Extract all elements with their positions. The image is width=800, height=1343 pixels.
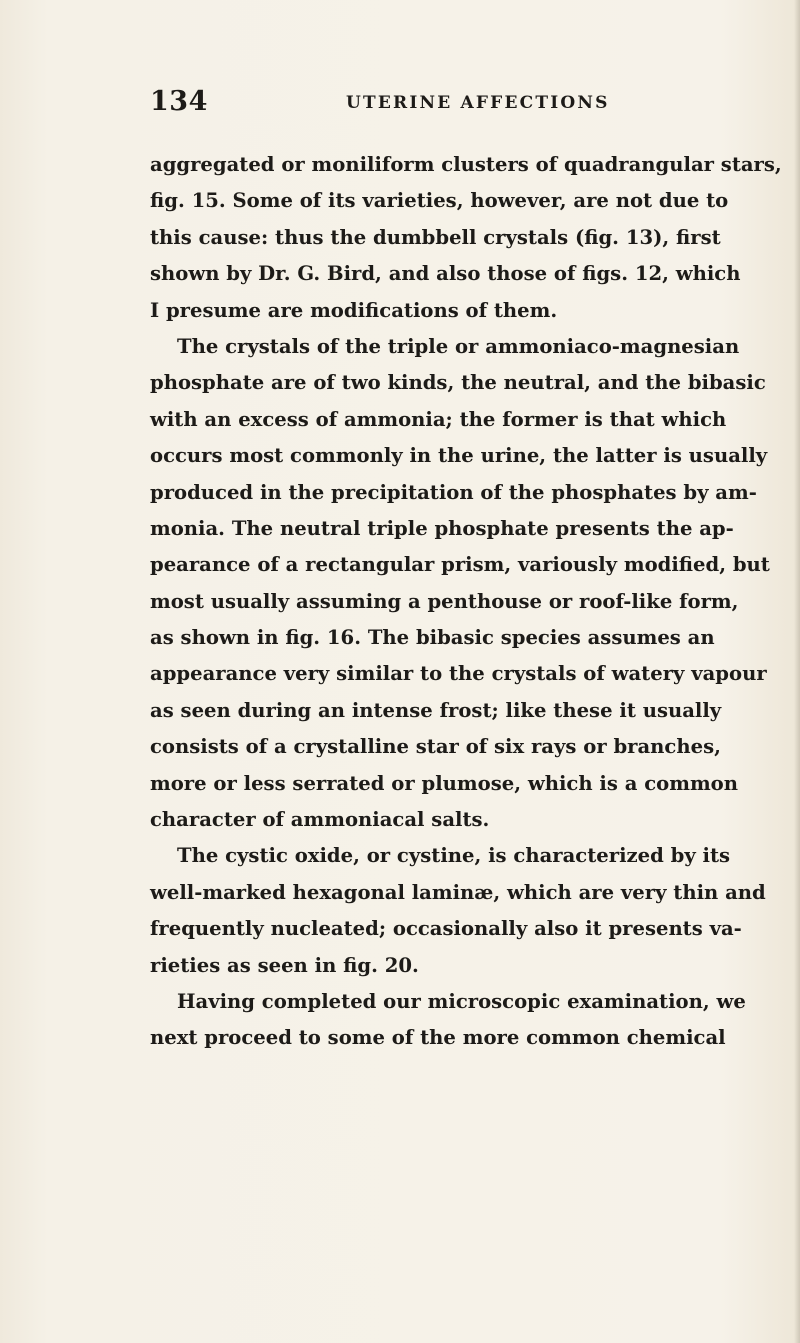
text-line: appearance very similar to the crystals of watery vapour [150, 662, 767, 686]
text-line: as seen during an intense frost; like these it usually [150, 698, 722, 722]
text-line: shown by Dr. G. Bird, and also those of figs. 12, which [150, 262, 741, 286]
text-line: with an excess of ammonia; the former is that which [150, 407, 727, 431]
text-line: this cause: thus the dumbbell crystals (fig. 13), first [150, 225, 721, 249]
text-line: frequently nucleated; occasionally also it presents va- [150, 917, 742, 941]
text-line: phosphate are of two kinds, the neutral, and the bibasic [150, 371, 766, 395]
text-line: character of ammoniacal salts. [150, 808, 490, 832]
text-line: well-marked hexagonal laminæ, which are very thin and [150, 880, 766, 904]
page-header [150, 86, 705, 126]
text-line: most usually assuming a penthouse or roof-like form, [150, 589, 739, 613]
text-line: Having completed our microscopic examination, we [177, 989, 746, 1013]
text-line: more or less serrated or plumose, which is a common [150, 771, 738, 795]
text-line: consists of a crystalline star of six rays or branches, [150, 735, 721, 759]
text-line: aggregated or moniliform clusters of quadrangular stars, [150, 153, 782, 176]
text-line: next proceed to some of the more common chemical [150, 1026, 726, 1050]
body-text [150, 147, 782, 1057]
page-edge-shadow [794, 0, 800, 1343]
text-line: as shown in fig. 16. The bibasic species assumes an [150, 626, 715, 650]
text-line: occurs most commonly in the urine, the latter is usually [150, 444, 768, 468]
text-line: rieties as seen in fig. 20. [150, 953, 419, 977]
page-number: 134 [150, 86, 208, 117]
text-line: fig. 15. Some of its varieties, however, are not due to [150, 189, 729, 213]
text-line: monia. The neutral triple phosphate presents the ap- [150, 516, 734, 540]
text-line: The crystals of the triple or ammoniaco-magnesian [177, 334, 740, 358]
text-line: produced in the precipitation of the phosphates by am- [150, 480, 757, 504]
text-line: I presume are modifications of them. [150, 298, 558, 322]
text-line: The cystic oxide, or cystine, is characterized by its [177, 844, 731, 868]
running-head: UTERINE AFFECTIONS [346, 93, 610, 113]
text-line: pearance of a rectangular prism, variously modified, but [150, 553, 770, 577]
